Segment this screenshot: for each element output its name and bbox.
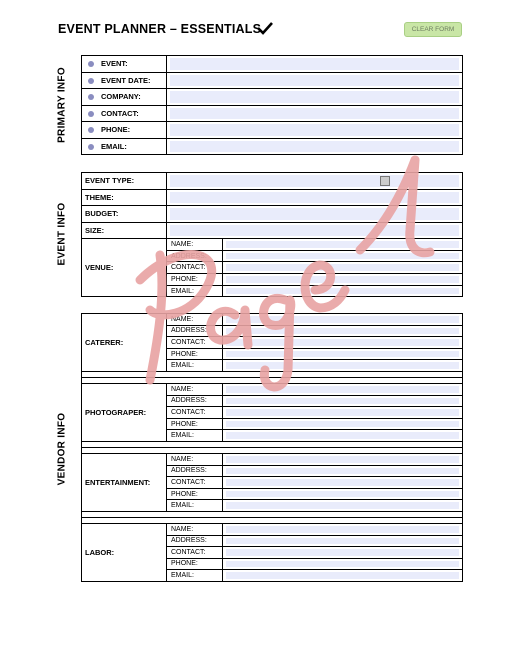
vendor-sublabel-text: CONTACT:: [171, 338, 206, 346]
vendor-field-input[interactable]: [223, 337, 463, 349]
event-label-text: EVENT TYPE:: [85, 176, 135, 186]
vendor-field-input-box[interactable]: [226, 572, 459, 579]
primary-field-input[interactable]: [167, 89, 463, 106]
venue-sublabel: [167, 262, 223, 274]
bullet-icon: [88, 94, 94, 100]
vendor-label-text: PHOTOGRAPER:: [85, 407, 147, 417]
vendor-field-input-box[interactable]: [226, 398, 459, 405]
primary-label: [82, 89, 167, 106]
vendor-row: [82, 523, 463, 535]
vendor-label-text: CATERER:: [85, 337, 124, 347]
vendor-sublabel: [167, 500, 223, 512]
primary-label: [82, 56, 167, 73]
primary-row: [82, 89, 463, 106]
venue-sublabel: [167, 285, 223, 297]
primary-label: [82, 122, 167, 139]
bullet-icon: [88, 78, 94, 84]
vendor-sublabel: [167, 407, 223, 419]
vendor-field-input-box[interactable]: [226, 502, 459, 509]
primary-field-input-box[interactable]: [170, 141, 459, 153]
event-field-input-box[interactable]: [170, 192, 459, 204]
primary-label-text: CONTACT:: [101, 108, 139, 118]
vendor-sublabel-text: ADDRESS:: [171, 537, 207, 545]
vendor-field-input-box[interactable]: [226, 456, 459, 463]
bullet-icon: [88, 127, 94, 133]
checkmark-icon: [256, 21, 274, 35]
section-label-vendor: VENDOR INFO: [56, 412, 68, 486]
vendor-row: [82, 383, 463, 395]
vendor-field-input-box[interactable]: [226, 479, 459, 486]
vendor-field-input[interactable]: [223, 547, 463, 559]
event-label: [82, 206, 167, 223]
vendor-sublabel-text: PHONE:: [171, 350, 198, 358]
event-field-input[interactable]: [167, 206, 463, 223]
page-title: EVENT PLANNER – ESSENTIALS: [58, 22, 262, 36]
vendor-sublabel: [167, 477, 223, 489]
section-label-event: EVENT INFO: [56, 202, 68, 266]
primary-label: [82, 138, 167, 155]
event-label: [82, 222, 167, 239]
vendor-field-input[interactable]: [223, 325, 463, 337]
event-field-input[interactable]: [167, 189, 463, 206]
vendor-field-input[interactable]: [223, 430, 463, 442]
primary-field-input[interactable]: [167, 56, 463, 73]
primary-row: [82, 138, 463, 155]
venue-label-text: VENUE:: [85, 263, 114, 273]
primary-label-text: COMPANY:: [101, 92, 141, 102]
primary-row: [82, 56, 463, 73]
vendor-label: [82, 523, 167, 581]
primary-field-input[interactable]: [167, 138, 463, 155]
event-label-text: THEME:: [85, 192, 114, 202]
vendor-sublabel: [167, 488, 223, 500]
vendor-field-input[interactable]: [223, 407, 463, 419]
vendor-sublabel: [167, 395, 223, 407]
event-label-text: SIZE:: [85, 225, 105, 235]
venue-field-input[interactable]: [223, 285, 463, 297]
primary-label-text: EVENT DATE:: [101, 75, 151, 85]
vendor-sublabel-text: NAME:: [171, 385, 194, 393]
venue-sublabel-text: NAME:: [171, 240, 194, 248]
venue-field-input[interactable]: [223, 274, 463, 286]
event-label: [82, 189, 167, 206]
primary-field-input[interactable]: [167, 122, 463, 139]
venue-label: [82, 239, 167, 297]
event-field-input-box[interactable]: [170, 175, 459, 187]
primary-label: [82, 105, 167, 122]
vendor-sublabel: [167, 337, 223, 349]
venue-field-input-box[interactable]: [226, 253, 459, 260]
primary-field-input-box[interactable]: [170, 91, 459, 103]
vendor-sublabel-text: NAME:: [171, 525, 194, 533]
vendor-row: [82, 453, 463, 465]
vendor-sublabel: [167, 430, 223, 442]
vendor-sublabel: [167, 418, 223, 430]
vendor-field-input-box[interactable]: [226, 339, 459, 346]
vendor-row: [82, 314, 463, 326]
venue-sublabel-text: EMAIL:: [171, 287, 194, 295]
venue-sublabel-text: CONTACT:: [171, 264, 206, 272]
vendor-field-input[interactable]: [223, 488, 463, 500]
venue-sublabel-text: PHONE:: [171, 275, 198, 283]
vendor-field-input[interactable]: [223, 383, 463, 395]
vendor-field-input-box[interactable]: [226, 538, 459, 545]
primary-field-input-box[interactable]: [170, 75, 459, 87]
vendor-sublabel-text: EMAIL:: [171, 502, 194, 510]
venue-sublabel: [167, 250, 223, 262]
primary-label-text: PHONE:: [101, 125, 131, 135]
vendor-sublabel-text: CONTACT:: [171, 548, 206, 556]
vendor-field-input-box[interactable]: [226, 386, 459, 393]
vendor-sublabel-text: ADDRESS:: [171, 327, 207, 335]
vendor-sublabel: [167, 535, 223, 547]
vendor-field-input-box[interactable]: [226, 421, 459, 428]
vendor-sublabel-text: NAME:: [171, 315, 194, 323]
vendor-field-input-box[interactable]: [226, 351, 459, 358]
event-row: [82, 206, 463, 223]
watermark-text: Page 1: [120, 127, 171, 144]
vendor-sublabel-text: CONTACT:: [171, 408, 206, 416]
venue-field-input[interactable]: [223, 250, 463, 262]
vendor-sublabel-text: PHONE:: [171, 420, 198, 428]
bullet-icon: [88, 144, 94, 150]
vendor-sublabel-text: EMAIL:: [171, 432, 194, 440]
vendor-label-text: LABOR:: [85, 547, 115, 557]
event-info-table: [81, 172, 463, 297]
vendor-field-input[interactable]: [223, 314, 463, 326]
vendor-sublabel: [167, 314, 223, 326]
vendor-label: [82, 383, 167, 441]
vendor-field-input[interactable]: [223, 500, 463, 512]
venue-field-input-box[interactable]: [226, 264, 459, 271]
venue-row: [82, 239, 463, 251]
vendor-field-input[interactable]: [223, 465, 463, 477]
vendor-field-input[interactable]: [223, 477, 463, 489]
primary-row: [82, 72, 463, 89]
primary-info-table: [81, 55, 463, 155]
event-field-input[interactable]: [167, 173, 463, 190]
vendor-field-input-box[interactable]: [226, 316, 459, 323]
vendor-info-table: [81, 313, 463, 582]
vendor-field-input[interactable]: [223, 453, 463, 465]
vendor-sublabel: [167, 570, 223, 582]
primary-label: [82, 72, 167, 89]
vendor-sublabel-text: EMAIL:: [171, 572, 194, 580]
vendor-field-input-box[interactable]: [226, 409, 459, 416]
vendor-sublabel-text: EMAIL:: [171, 362, 194, 370]
event-label: [82, 173, 167, 190]
primary-field-input-box[interactable]: [170, 124, 459, 136]
vendor-sublabel-text: PHONE:: [171, 490, 198, 498]
event-field-input-box[interactable]: [170, 225, 459, 237]
vendor-field-input-box[interactable]: [226, 491, 459, 498]
venue-field-input-box[interactable]: [226, 241, 459, 248]
vendor-label-text: ENTERTAINMENT:: [85, 477, 151, 487]
vendor-field-input[interactable]: [223, 570, 463, 582]
vendor-sublabel: [167, 558, 223, 570]
vendor-sublabel: [167, 547, 223, 559]
vendor-field-input[interactable]: [223, 395, 463, 407]
event-field-input[interactable]: [167, 222, 463, 239]
clear-form-button[interactable]: CLEAR FORM: [404, 22, 462, 37]
vendor-field-input-box[interactable]: [226, 526, 459, 533]
primary-row: [82, 122, 463, 139]
event-field-input-box[interactable]: [170, 208, 459, 220]
vendor-sublabel: [167, 465, 223, 477]
primary-field-input-box[interactable]: [170, 58, 459, 70]
vendor-field-input-box[interactable]: [226, 432, 459, 439]
vendor-label: [82, 453, 167, 511]
primary-row: [82, 105, 463, 122]
venue-field-input-box[interactable]: [226, 276, 459, 283]
vendor-sublabel: [167, 360, 223, 372]
primary-label-text: EMAIL:: [101, 141, 127, 151]
venue-sublabel-text: ADDRESS:: [171, 252, 207, 260]
vendor-field-input[interactable]: [223, 360, 463, 372]
primary-field-input[interactable]: [167, 105, 463, 122]
primary-field-input-box[interactable]: [170, 108, 459, 120]
vendor-sublabel-text: ADDRESS:: [171, 467, 207, 475]
vendor-sublabel-text: NAME:: [171, 455, 194, 463]
venue-sublabel: [167, 239, 223, 251]
vendor-field-input-box[interactable]: [226, 468, 459, 475]
vendor-field-input-box[interactable]: [226, 561, 459, 568]
venue-field-input[interactable]: [223, 239, 463, 251]
vendor-field-input-box[interactable]: [226, 362, 459, 369]
vendor-sublabel: [167, 453, 223, 465]
event-row: [82, 222, 463, 239]
vendor-field-input[interactable]: [223, 535, 463, 547]
vendor-sublabel-text: CONTACT:: [171, 478, 206, 486]
vendor-sublabel: [167, 383, 223, 395]
bullet-icon: [88, 111, 94, 117]
vendor-field-input[interactable]: [223, 418, 463, 430]
venue-field-input-box[interactable]: [226, 288, 459, 295]
venue-sublabel: [167, 274, 223, 286]
vendor-field-input-box[interactable]: [226, 328, 459, 335]
bullet-icon: [88, 61, 94, 67]
vendor-sublabel: [167, 523, 223, 535]
section-label-primary: PRIMARY INFO: [56, 67, 68, 143]
vendor-sublabel: [167, 348, 223, 360]
primary-label-text: EVENT:: [101, 59, 128, 69]
primary-field-input[interactable]: [167, 72, 463, 89]
vendor-sublabel-text: ADDRESS:: [171, 397, 207, 405]
venue-field-input[interactable]: [223, 262, 463, 274]
vendor-field-input[interactable]: [223, 348, 463, 360]
event-row: [82, 173, 463, 190]
vendor-field-input[interactable]: [223, 523, 463, 535]
vendor-field-input-box[interactable]: [226, 549, 459, 556]
dropdown-icon[interactable]: [380, 176, 390, 186]
vendor-sublabel: [167, 325, 223, 337]
event-row: [82, 189, 463, 206]
event-label-text: BUDGET:: [85, 209, 119, 219]
vendor-field-input[interactable]: [223, 558, 463, 570]
vendor-label: [82, 314, 167, 372]
vendor-sublabel-text: PHONE:: [171, 560, 198, 568]
